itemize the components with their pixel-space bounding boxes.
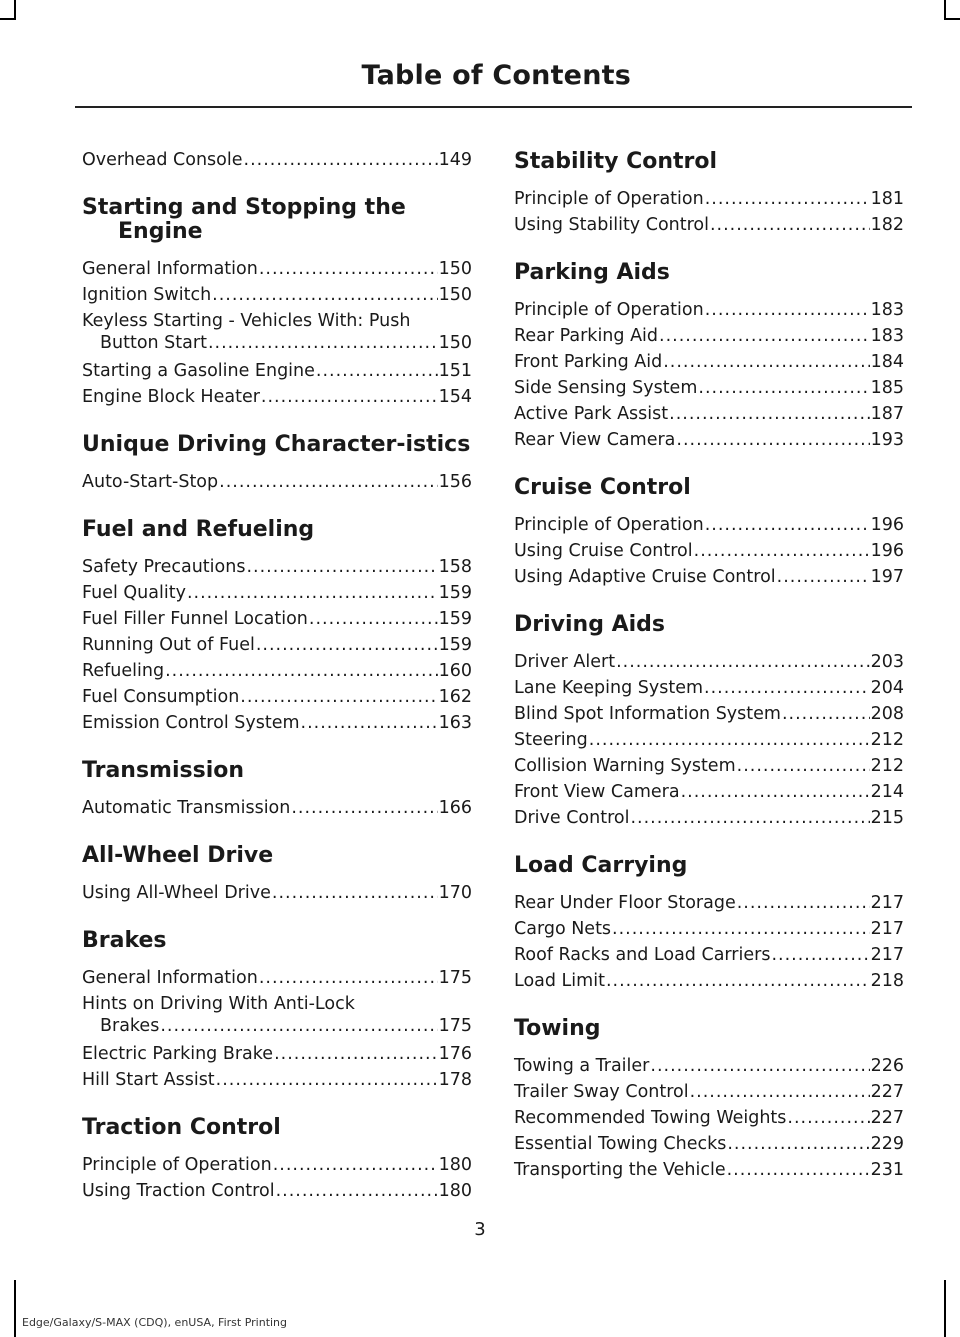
- dot-leader: [727, 1131, 869, 1157]
- entry-continuation: [82, 1015, 472, 1037]
- entry-label: Lane Keeping System: [514, 678, 704, 698]
- entry-label: Collision Warning System: [514, 756, 736, 776]
- toc-entry[interactable]: [514, 942, 904, 968]
- toc-entry[interactable]: [514, 297, 904, 323]
- dot-leader: [705, 512, 870, 538]
- dot-leader: [606, 968, 870, 994]
- crop-mark: [14, 0, 16, 20]
- entry-page-number: 227: [870, 1108, 904, 1128]
- dot-leader: [737, 890, 870, 916]
- entry-page-number: 156: [438, 472, 472, 492]
- toc-entry[interactable]: [514, 375, 904, 401]
- entry-page-number: 166: [438, 798, 472, 818]
- toc-entry[interactable]: [514, 564, 904, 590]
- entry-label: Automatic Transmission: [82, 798, 291, 818]
- entry-label: Principle of Operation: [82, 1155, 272, 1175]
- dot-leader: [259, 256, 438, 282]
- toc-entry[interactable]: [514, 1131, 904, 1157]
- toc-entry[interactable]: [82, 580, 472, 606]
- entry-page-number: 182: [870, 215, 904, 235]
- entry-label: Active Park Assist: [514, 404, 669, 424]
- toc-entry[interactable]: [82, 880, 472, 906]
- entry-page-number: 159: [438, 635, 472, 655]
- entry-page-number: 217: [870, 945, 904, 965]
- entry-label: Overhead Console: [82, 150, 243, 170]
- entry-label: Rear View Camera: [514, 430, 676, 450]
- entry-page-number: 229: [870, 1134, 904, 1154]
- entry-label: General Information: [82, 968, 258, 988]
- entry-label: Using Cruise Control: [514, 541, 693, 561]
- section-heading: Load Carrying: [514, 853, 688, 878]
- entry-label: Brakes: [100, 1016, 160, 1036]
- toc-entry[interactable]: [514, 427, 904, 453]
- dot-leader: [705, 186, 870, 212]
- crop-mark: [14, 1280, 16, 1337]
- section-heading: Towing: [514, 1016, 601, 1041]
- dot-leader: [240, 684, 437, 710]
- section-heading: Driving Aids: [514, 612, 666, 637]
- toc-entry[interactable]: [514, 1157, 904, 1183]
- entry-label: Using Adaptive Cruise Control: [514, 567, 776, 587]
- section-heading: Parking Aids: [514, 260, 670, 285]
- toc-entry[interactable]: [514, 753, 904, 779]
- toc-entry[interactable]: [82, 282, 472, 308]
- entry-label: Driver Alert: [514, 652, 616, 672]
- dot-leader: [276, 1178, 438, 1204]
- toc-entry[interactable]: [514, 401, 904, 427]
- entry-page-number: 217: [870, 893, 904, 913]
- entry-label: Fuel Filler Funnel Location: [82, 609, 308, 629]
- entry-page-number: 180: [438, 1181, 472, 1201]
- section-heading: Traction Control: [82, 1115, 281, 1140]
- entry-page-number: 175: [438, 968, 472, 988]
- toc-entry[interactable]: [514, 727, 904, 753]
- entry-label: Principle of Operation: [514, 300, 704, 320]
- entry-label: Keyless Starting - Vehicles With: Push: [82, 311, 411, 331]
- toc-entry[interactable]: [514, 323, 904, 349]
- toc-entry[interactable]: [514, 186, 904, 212]
- dot-leader: [273, 1152, 438, 1178]
- toc-entry[interactable]: [514, 890, 904, 916]
- dot-leader: [705, 297, 870, 323]
- entry-label: Starting a Gasoline Engine: [82, 361, 315, 381]
- dot-leader: [309, 606, 438, 632]
- entry-label: Ignition Switch: [82, 285, 212, 305]
- entry-label: Front Parking Aid: [514, 352, 663, 372]
- toc-entry[interactable]: [82, 795, 472, 821]
- entry-label: Hints on Driving With Anti-Lock: [82, 994, 355, 1014]
- toc-entry[interactable]: [82, 310, 472, 354]
- entry-label: Auto-Start-Stop: [82, 472, 219, 492]
- entry-label: Electric Parking Brake: [82, 1044, 274, 1064]
- crop-mark: [944, 0, 946, 20]
- entry-page-number: 183: [870, 326, 904, 346]
- entry-label: Hill Start Assist: [82, 1070, 215, 1090]
- entry-page-number: 227: [870, 1082, 904, 1102]
- dot-leader: [630, 805, 869, 831]
- dot-leader: [160, 1015, 437, 1037]
- dot-leader: [316, 358, 438, 384]
- dot-leader: [663, 349, 869, 375]
- entry-page-number: 183: [870, 300, 904, 320]
- dot-leader: [246, 554, 437, 580]
- section-heading: Stability Control: [514, 149, 718, 174]
- entry-page-number: 160: [438, 661, 472, 681]
- toc-entry[interactable]: [82, 256, 472, 282]
- toc-entry[interactable]: [82, 1152, 472, 1178]
- entry-label: Safety Precautions: [82, 557, 246, 577]
- toc-entry[interactable]: [82, 658, 472, 684]
- section-heading: Unique Driving Character-istics: [82, 432, 471, 457]
- dot-leader: [291, 795, 437, 821]
- entry-continuation: [82, 332, 472, 354]
- entry-page-number: 163: [438, 713, 472, 733]
- dot-leader: [256, 632, 438, 658]
- entry-page-number: 154: [438, 387, 472, 407]
- toc-entry[interactable]: [514, 779, 904, 805]
- entry-page-number: 203: [870, 652, 904, 672]
- dot-leader: [272, 880, 438, 906]
- dot-leader: [690, 1079, 870, 1105]
- dot-leader: [737, 753, 870, 779]
- dot-leader: [261, 384, 438, 410]
- entry-page-number: 208: [870, 704, 904, 724]
- entry-label: Towing a Trailer: [514, 1056, 650, 1076]
- entry-page-number: 231: [870, 1160, 904, 1180]
- toc-entry[interactable]: [82, 358, 472, 384]
- toc-entry[interactable]: [514, 649, 904, 675]
- entry-page-number: 175: [438, 1016, 472, 1036]
- entry-label: Side Sensing System: [514, 378, 698, 398]
- toc-entry[interactable]: [514, 916, 904, 942]
- entry-label: Fuel Quality: [82, 583, 186, 603]
- entry-label: Principle of Operation: [514, 189, 704, 209]
- section-heading: Cruise Control: [514, 475, 691, 500]
- entry-label: Principle of Operation: [514, 515, 704, 535]
- dot-leader: [244, 147, 438, 173]
- entry-label: Refueling: [82, 661, 165, 681]
- dot-leader: [669, 401, 869, 427]
- dot-leader: [681, 779, 870, 805]
- entry-page-number: 217: [870, 919, 904, 939]
- entry-label: Transporting the Vehicle: [514, 1160, 726, 1180]
- dot-leader: [212, 282, 437, 308]
- dot-leader: [259, 965, 438, 991]
- toc-entry[interactable]: [514, 968, 904, 994]
- toc-right-column: [514, 147, 904, 1183]
- entry-page-number: 170: [438, 883, 472, 903]
- section-heading: Fuel and Refueling: [82, 517, 315, 542]
- entry-label: Front View Camera: [514, 782, 680, 802]
- entry-page-number: 193: [870, 430, 904, 450]
- dot-leader: [659, 323, 870, 349]
- section-heading: Starting and Stopping the Engine: [82, 195, 406, 244]
- page-title: Table of Contents: [361, 60, 631, 91]
- crop-mark: [0, 18, 16, 20]
- entry-label: Essential Towing Checks: [514, 1134, 727, 1154]
- entry-page-number: 185: [870, 378, 904, 398]
- toc-entry[interactable]: [82, 684, 472, 710]
- entry-page-number: 158: [438, 557, 472, 577]
- section-heading: Brakes: [82, 928, 167, 953]
- toc-entry[interactable]: [82, 554, 472, 580]
- entry-label: Emission Control System: [82, 713, 300, 733]
- crop-mark: [944, 18, 960, 20]
- entry-page-number: 176: [438, 1044, 472, 1064]
- entry-page-number: 204: [870, 678, 904, 698]
- entry-label: Drive Control: [514, 808, 630, 828]
- entry-page-number: 181: [870, 189, 904, 209]
- dot-leader: [208, 332, 438, 354]
- entry-page-number: 226: [870, 1056, 904, 1076]
- dot-leader: [612, 916, 870, 942]
- toc-entry[interactable]: [514, 349, 904, 375]
- toc-entry[interactable]: [514, 538, 904, 564]
- entry-page-number: 184: [870, 352, 904, 372]
- section-heading: Transmission: [82, 758, 245, 783]
- dot-leader: [777, 564, 870, 590]
- entry-page-number: 178: [438, 1070, 472, 1090]
- toc-entry[interactable]: [82, 1178, 472, 1204]
- section-heading: All-Wheel Drive: [82, 843, 274, 868]
- entry-page-number: 187: [870, 404, 904, 424]
- entry-page-number: 212: [870, 730, 904, 750]
- entry-page-number: 150: [438, 333, 472, 353]
- footer-text: Edge/Galaxy/S-MAX (CDQ), enUSA, First Printing: [22, 1316, 288, 1329]
- dot-leader: [694, 538, 870, 564]
- dot-leader: [698, 375, 869, 401]
- dot-leader: [771, 942, 869, 968]
- dot-leader: [165, 658, 438, 684]
- entry-label: Blind Spot Information System: [514, 704, 781, 724]
- toc-entry[interactable]: [82, 606, 472, 632]
- toc-entry[interactable]: [82, 147, 472, 173]
- crop-mark: [944, 1280, 946, 1337]
- dot-leader: [219, 469, 437, 495]
- entry-page-number: 218: [870, 971, 904, 991]
- toc-entry[interactable]: [514, 675, 904, 701]
- toc-entry[interactable]: [82, 1041, 472, 1067]
- dot-leader: [676, 427, 869, 453]
- header-rule: [75, 106, 912, 108]
- toc-entry[interactable]: [82, 710, 472, 736]
- toc-entry[interactable]: [514, 1105, 904, 1131]
- entry-page-number: 180: [438, 1155, 472, 1175]
- dot-leader: [710, 212, 870, 238]
- toc-entry[interactable]: [82, 469, 472, 495]
- entry-page-number: 149: [438, 150, 472, 170]
- toc-left-column: [82, 147, 472, 1204]
- toc-entry[interactable]: [82, 965, 472, 991]
- toc-entry[interactable]: [514, 512, 904, 538]
- toc-entry[interactable]: [82, 1067, 472, 1093]
- entry-page-number: 215: [870, 808, 904, 828]
- entry-label: Steering: [514, 730, 588, 750]
- entry-page-number: 151: [438, 361, 472, 381]
- toc-entry[interactable]: [514, 1079, 904, 1105]
- entry-label: Using Traction Control: [82, 1181, 275, 1201]
- entry-label: Load Limit: [514, 971, 605, 991]
- entry-label: Using All-Wheel Drive: [82, 883, 271, 903]
- dot-leader: [650, 1053, 869, 1079]
- dot-leader: [216, 1067, 438, 1093]
- entry-label: Engine Block Heater: [82, 387, 260, 407]
- entry-label: Rear Under Floor Storage: [514, 893, 736, 913]
- page-number: 3: [474, 1219, 486, 1240]
- dot-leader: [274, 1041, 438, 1067]
- entry-label: Roof Racks and Load Carriers: [514, 945, 771, 965]
- toc-entry[interactable]: [514, 1053, 904, 1079]
- entry-label: Running Out of Fuel: [82, 635, 255, 655]
- entry-label: Cargo Nets: [514, 919, 612, 939]
- entry-label: Fuel Consumption: [82, 687, 240, 707]
- dot-leader: [782, 701, 870, 727]
- toc-entry[interactable]: [82, 384, 472, 410]
- entry-page-number: 196: [870, 541, 904, 561]
- entry-label: Trailer Sway Control: [514, 1082, 689, 1102]
- entry-label: General Information: [82, 259, 258, 279]
- entry-page-number: 150: [438, 259, 472, 279]
- entry-label: Rear Parking Aid: [514, 326, 659, 346]
- dot-leader: [616, 649, 870, 675]
- dot-leader: [727, 1157, 870, 1183]
- entry-label: Recommended Towing Weights: [514, 1108, 787, 1128]
- entry-page-number: 197: [870, 567, 904, 587]
- entry-page-number: 162: [438, 687, 472, 707]
- toc-entry[interactable]: [514, 701, 904, 727]
- dot-leader: [589, 727, 870, 753]
- toc-entry[interactable]: [82, 632, 472, 658]
- entry-page-number: 214: [870, 782, 904, 802]
- entry-label: Button Start: [100, 333, 207, 353]
- toc-entry[interactable]: [82, 993, 472, 1037]
- entry-page-number: 159: [438, 609, 472, 629]
- toc-entry[interactable]: [514, 212, 904, 238]
- dot-leader: [187, 580, 438, 606]
- entry-page-number: 159: [438, 583, 472, 603]
- dot-leader: [787, 1105, 869, 1131]
- entry-label: Using Stability Control: [514, 215, 709, 235]
- toc-entry[interactable]: [514, 805, 904, 831]
- dot-leader: [301, 710, 438, 736]
- entry-page-number: 150: [438, 285, 472, 305]
- entry-page-number: 196: [870, 515, 904, 535]
- dot-leader: [704, 675, 870, 701]
- entry-page-number: 212: [870, 756, 904, 776]
